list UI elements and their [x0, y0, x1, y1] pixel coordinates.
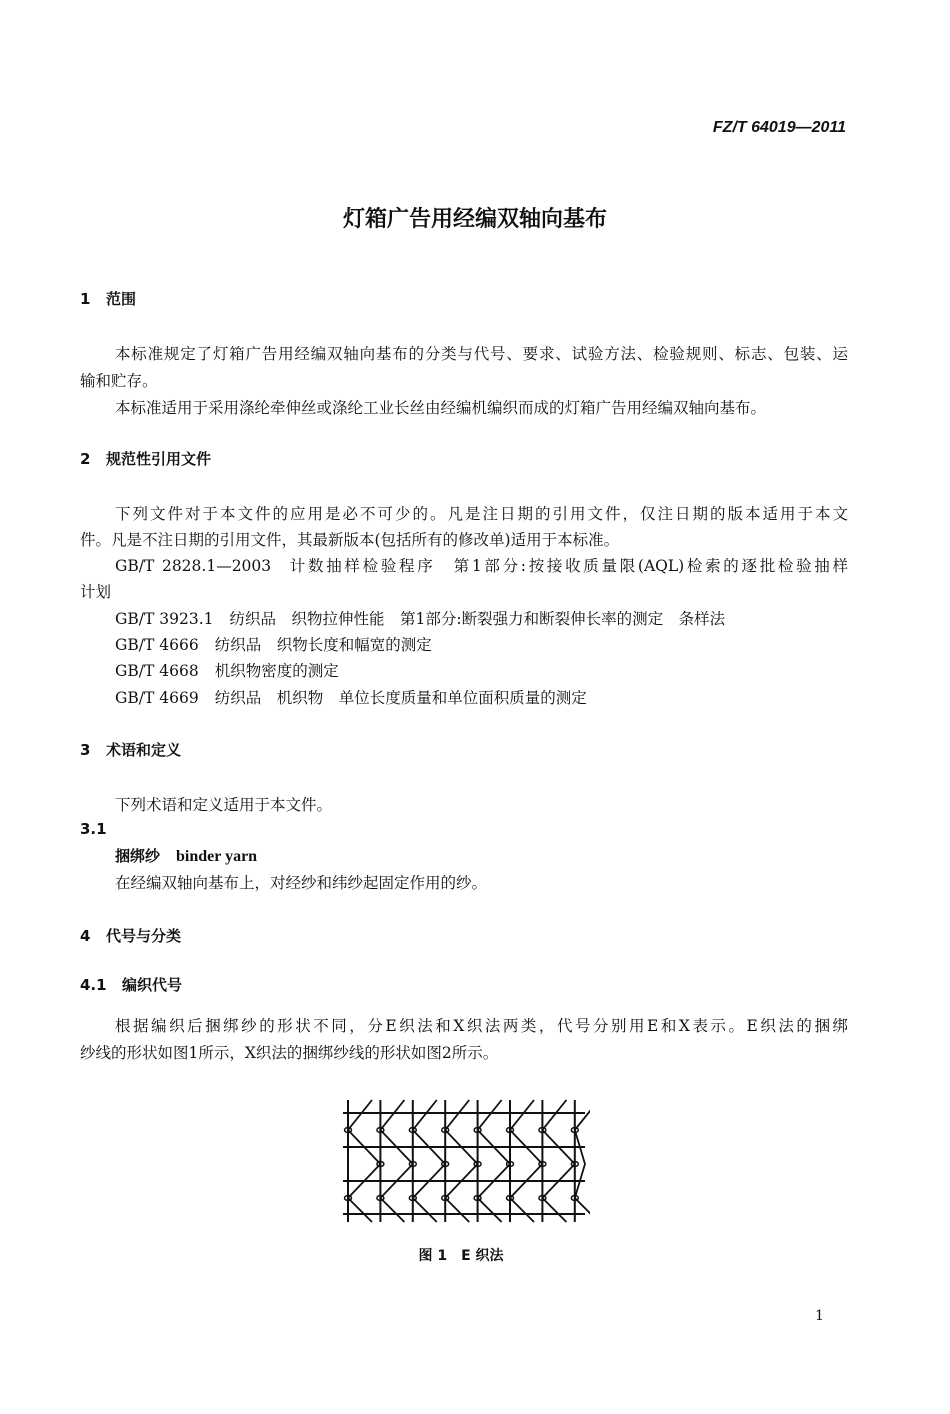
paragraph-line: 本标准适用于采用涤纶牵伸丝或涤纶工业长丝由经编机编织而成的灯箱广告用经编双轴向基布。: [115, 399, 767, 417]
binder-yarn: [380, 1100, 412, 1222]
section-number: 2: [80, 450, 91, 468]
subsection-number: 3.1: [80, 820, 107, 838]
binder-yarn: [445, 1100, 477, 1222]
reference-code: GB/T 4668: [115, 662, 199, 680]
subsection-title: 编织代号: [122, 976, 183, 994]
reference-code: GB/T 2828.1—2003: [115, 557, 272, 575]
section-2-heading: [80, 449, 211, 469]
reference-item: [115, 688, 587, 708]
binder-yarn: [478, 1100, 510, 1222]
section-title: 术语和定义: [106, 741, 182, 759]
term: [115, 846, 257, 867]
term-zh: 捆绑纱: [115, 847, 161, 865]
standard-number: FZ/T 64019—2011: [712, 119, 846, 136]
paragraph-line: 输和贮存。: [80, 372, 158, 390]
binder-yarn: [413, 1100, 445, 1222]
page-number: 1: [815, 1308, 824, 1324]
figure-caption: 图 1 E 织法: [418, 1248, 504, 1264]
paragraph-line: 件。凡是不注日期的引用文件，其最新版本(包括所有的修改单)适用于本标准。: [80, 531, 620, 549]
term-en: binder yarn: [176, 848, 258, 865]
binder-yarn: [542, 1100, 574, 1222]
paragraph-line: 本标准规定了灯箱广告用经编双轴向基布的分类与代号、要求、试验方法、检验规则、标志、包装、运: [115, 345, 848, 363]
term-definition: 在经编双轴向基布上，对经纱和纬纱起固定作用的纱。: [115, 874, 488, 892]
reference-title: 机织物密度的测定: [214, 662, 339, 680]
section-3-heading: [80, 740, 181, 760]
paragraph-line: 根据编织后捆绑纱的形状不同，分E织法和X织法两类，代号分别用E和X表示。E织法的捆绑: [115, 1017, 848, 1035]
reference-item: [115, 556, 848, 576]
section-title: 范围: [106, 290, 137, 308]
reference-code: GB/T 4669: [115, 689, 199, 707]
reference-title: 纺织品 织物拉伸性能 第1部分:断裂强力和断裂伸长率的测定 条样法: [229, 610, 726, 628]
e-knit-figure: [340, 1096, 590, 1226]
reference-title: 纺织品 织物长度和幅宽的测定: [214, 636, 432, 654]
paragraph-line: 下列文件对于本文件的应用是必不可少的。凡是注日期的引用文件，仅注日期的版本适用于本文: [115, 505, 848, 523]
document-title: 灯箱广告用经编双轴向基布: [342, 207, 607, 232]
binder-yarn: [348, 1100, 380, 1222]
reference-item: [115, 635, 432, 655]
section-4-heading: [80, 926, 181, 946]
reference-item: [115, 661, 339, 681]
binder-yarn: [510, 1100, 542, 1222]
subsection-4-1-heading: [80, 975, 182, 995]
binder-yarn: [575, 1100, 590, 1222]
section-number: 3: [80, 741, 91, 759]
reference-code: GB/T 4666: [115, 636, 199, 654]
reference-title: 纺织品 机织物 单位长度质量和单位面积质量的测定: [214, 689, 587, 707]
section-number: 4: [80, 927, 91, 945]
section-title: 规范性引用文件: [106, 450, 212, 468]
reference-item: [115, 609, 725, 629]
section-1-heading: [80, 289, 136, 309]
section-title: 代号与分类: [106, 927, 182, 945]
subsection-number: 4.1: [80, 976, 107, 994]
reference-title: 计数抽样检验程序 第1部分:按接收质量限(AQL)检索的逐批检验抽样: [287, 557, 848, 575]
reference-title-cont: 计划: [80, 583, 112, 601]
paragraph-line: 纱线的形状如图1所示，X织法的捆绑纱线的形状如图2所示。: [80, 1044, 499, 1062]
section-number: 1: [80, 290, 91, 308]
paragraph-line: 下列术语和定义适用于本文件。: [115, 796, 333, 814]
reference-code: GB/T 3923.1: [115, 610, 214, 628]
